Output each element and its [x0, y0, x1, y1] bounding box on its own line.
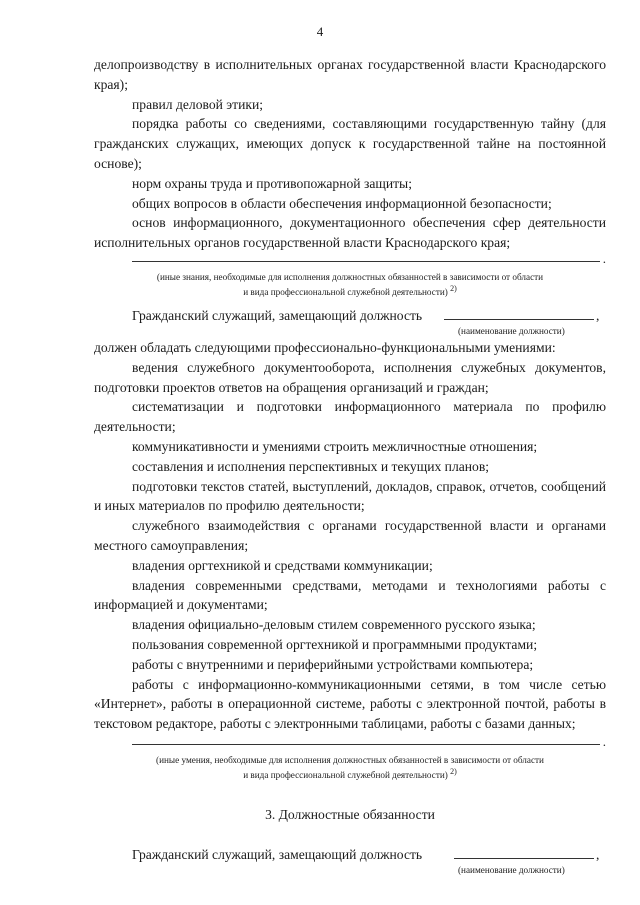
- position-fill-row-2: [94, 845, 606, 865]
- position-name-note-row-2: [94, 865, 606, 877]
- knowledge-item: основ информационного, документационного обеспечения сфер деятельности исполнительных органов государственной власти Краснодарского края;: [94, 215, 606, 251]
- knowledge-item: делопроизводству в исполнительных органах государственной власти Краснодарского края);: [94, 57, 606, 92]
- page-number: 4: [316, 24, 324, 39]
- skill-item: ведения служебного документооборота, исполнения служебных документов, подготовки проектов ответов на обращения организаций и граждан;: [94, 359, 606, 395]
- line-end-mark-2: .: [602, 733, 606, 749]
- blank-rule-2: [132, 744, 600, 745]
- other-knowledge-note: [94, 271, 606, 298]
- knowledge-item: общих вопросов в области обеспечения информационной безопасности;: [132, 195, 552, 211]
- skill-item: систематизации и подготовки информационного материала по профилю деятельности;: [94, 399, 606, 435]
- knowledge-item: правил деловой этики;: [132, 96, 264, 112]
- position-label: Гражданский служащий, замещающий должность: [132, 308, 423, 324]
- position-label-2: Гражданский служащий, замещающий должность: [132, 847, 423, 863]
- section-3-title: 3. Должностные обязанности: [265, 807, 435, 823]
- skill-item: работы с информационно-коммуникационными сетями, в том числе сетью «Интернет», работы в операционной системе, работы с электронной почтой, работы в текстовом редакторе, работы с электронными таблицами, работы с базами данных;: [94, 676, 606, 732]
- footnote-ref-2: 2): [450, 766, 457, 776]
- position-name-note-row: [94, 326, 606, 338]
- position-comma-2: ,: [596, 847, 600, 863]
- skill-item: владения официально-деловым стилем современного русского языка;: [132, 617, 536, 633]
- note-line-2: [94, 283, 606, 298]
- blank-rule: [132, 261, 600, 262]
- other-skills-note: [94, 754, 606, 781]
- position-blank-2[interactable]: [454, 858, 594, 859]
- skill-item: владения оргтехникой и средствами коммуникации;: [132, 557, 433, 573]
- skill-item: владения современными средствами, методами и технологиями работы с информацией и документами;: [94, 577, 606, 613]
- note-line-1: (иные знания, необходимые для исполнения должностных обязанностей в зависимости от области: [156, 271, 544, 282]
- line-end-mark: .: [602, 250, 606, 266]
- skills-intro: должен обладать следующими профессионально-функциональными умениями:: [94, 340, 556, 356]
- note2-line-1: (иные умения, необходимые для исполнения должностных обязанностей в зависимости от области: [156, 754, 544, 765]
- position-name-note: (наименование должности): [458, 326, 565, 337]
- skill-item: пользования современной оргтехникой и программными продуктами;: [132, 636, 538, 652]
- note2-line-2: [94, 766, 606, 781]
- footnote-ref: 2): [450, 283, 457, 293]
- page-content: [94, 55, 606, 877]
- skill-item: подготовки текстов статей, выступлений, докладов, справок, отчетов, сообщений и иных материалов по профилю деятельности;: [94, 478, 606, 514]
- skills-list: [94, 358, 606, 734]
- skill-item: работы с внутренними и периферийными устройствами компьютера;: [132, 656, 534, 672]
- blank-line-2: [94, 733, 606, 754]
- blank-line: [94, 250, 606, 271]
- knowledge-item: порядка работы со сведениями, составляющими государственную тайну (для гражданских служащих, имеющих допуск к государственной тайне на постоянной основе);: [94, 116, 606, 171]
- skill-item: составления и исполнения перспективных и текущих планов;: [132, 458, 490, 474]
- position-fill-row: [94, 306, 606, 326]
- position-blank[interactable]: [444, 319, 594, 320]
- position-name-note-2: (наименование должности): [458, 865, 565, 876]
- position-comma: ,: [596, 308, 600, 324]
- knowledge-item: норм охраны труда и противопожарной защиты;: [132, 175, 412, 191]
- skill-item: коммуникативности и умениями строить межличностные отношения;: [132, 439, 538, 455]
- note-line-2-text: и вида профессиональной служебной деятельности): [243, 287, 448, 298]
- skill-item: служебного взаимодействия с органами государственной власти и органами местного самоуправления;: [94, 518, 606, 553]
- knowledge-list: [94, 55, 606, 253]
- note2-line-2-text: и вида профессиональной служебной деятельности): [243, 770, 448, 781]
